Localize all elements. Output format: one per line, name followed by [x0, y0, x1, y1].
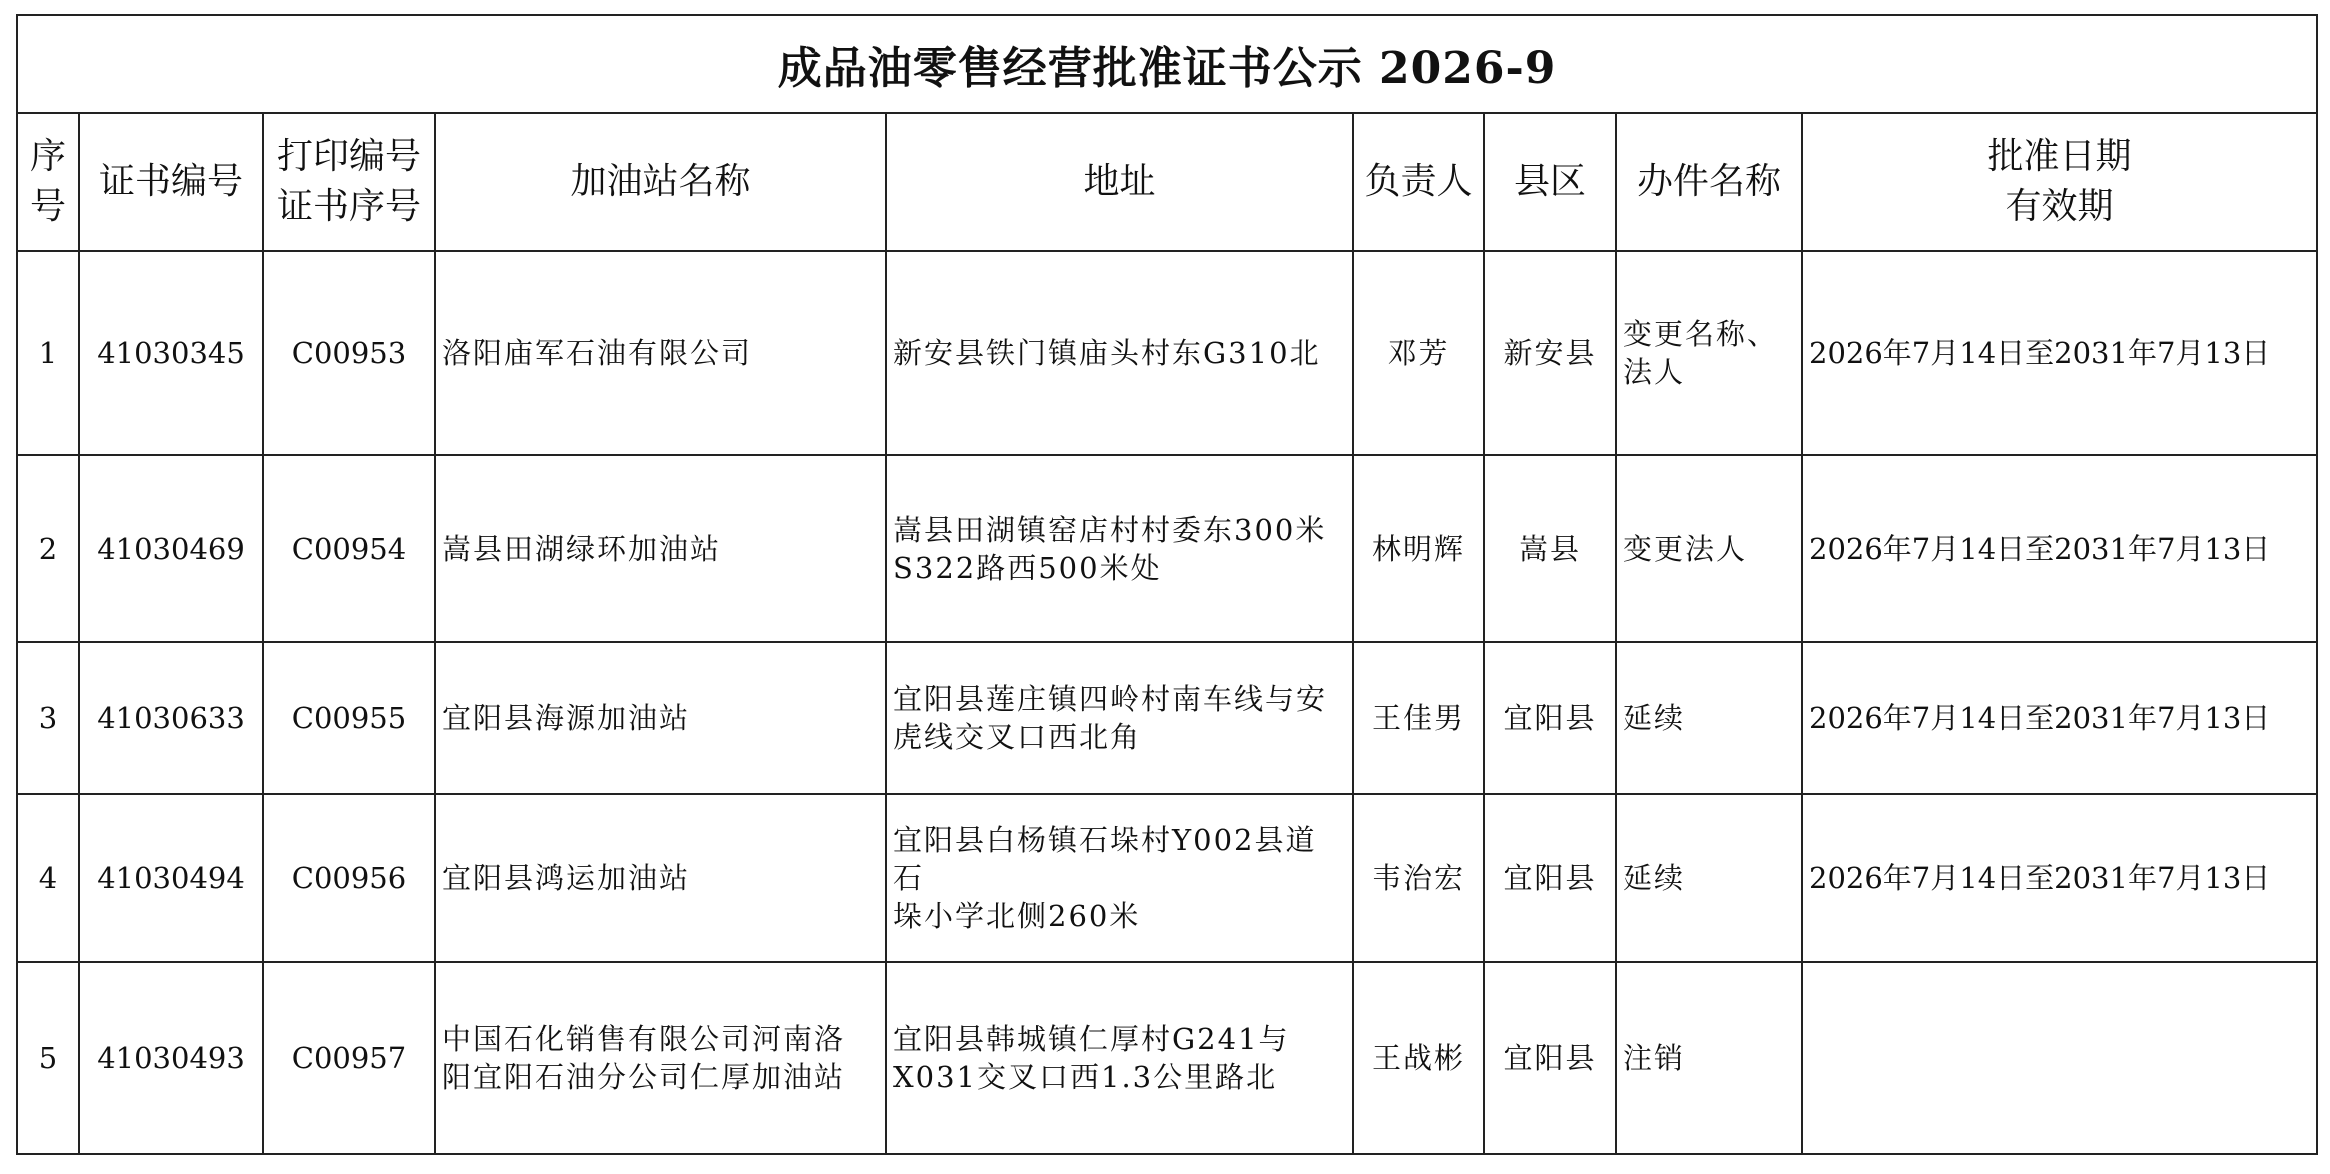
cell-item: 延续 [1616, 794, 1802, 962]
cell-seq: 1 [17, 251, 79, 455]
cell-station: 嵩县田湖绿环加油站 [435, 455, 886, 642]
cell-print-no: C00957 [263, 962, 435, 1154]
cell-county: 宜阳县 [1484, 642, 1616, 794]
cell-date [1802, 962, 2317, 1154]
cell-station: 中国石化销售有限公司河南洛 阳宜阳石油分公司仁厚加油站 [435, 962, 886, 1154]
table-row [17, 455, 2317, 642]
cell-station: 洛阳庙军石油有限公司 [435, 251, 886, 455]
cell-address: 新安县铁门镇庙头村东G310北 [886, 251, 1353, 455]
cell-date: 2026年7月14日至2031年7月13日 [1802, 455, 2317, 642]
cell-county: 新安县 [1484, 251, 1616, 455]
header-item: 办件名称 [1616, 113, 1802, 251]
cell-station: 宜阳县鸿运加油站 [435, 794, 886, 962]
cell-cert-no: 41030345 [79, 251, 263, 455]
header-person: 负责人 [1353, 113, 1484, 251]
cell-date: 2026年7月14日至2031年7月13日 [1802, 251, 2317, 455]
cell-date: 2026年7月14日至2031年7月13日 [1802, 794, 2317, 962]
cell-seq: 2 [17, 455, 79, 642]
cell-person: 王佳男 [1353, 642, 1484, 794]
cell-address: 嵩县田湖镇窑店村村委东300米 S322路西500米处 [886, 455, 1353, 642]
cell-county: 嵩县 [1484, 455, 1616, 642]
cell-address: 宜阳县韩城镇仁厚村G241与 X031交叉口西1.3公里路北 [886, 962, 1353, 1154]
table-row [17, 251, 2317, 455]
cell-county: 宜阳县 [1484, 962, 1616, 1154]
page-title: 成品油零售经营批准证书公示 2026-9 [17, 15, 2317, 113]
cell-print-no: C00953 [263, 251, 435, 455]
cell-cert-no: 41030494 [79, 794, 263, 962]
header-seq: 序 号 [17, 113, 79, 251]
cell-county: 宜阳县 [1484, 794, 1616, 962]
cell-cert-no: 41030633 [79, 642, 263, 794]
cell-item: 变更名称、 法人 [1616, 251, 1802, 455]
cell-item: 变更法人 [1616, 455, 1802, 642]
cell-person: 韦治宏 [1353, 794, 1484, 962]
cell-date: 2026年7月14日至2031年7月13日 [1802, 642, 2317, 794]
cell-cert-no: 41030493 [79, 962, 263, 1154]
cell-print-no: C00955 [263, 642, 435, 794]
header-cert-no: 证书编号 [79, 113, 263, 251]
cell-seq: 3 [17, 642, 79, 794]
table-row [17, 962, 2317, 1154]
cell-seq: 5 [17, 962, 79, 1154]
table-row [17, 794, 2317, 962]
cell-person: 王战彬 [1353, 962, 1484, 1154]
cell-seq: 4 [17, 794, 79, 962]
cell-station: 宜阳县海源加油站 [435, 642, 886, 794]
document [16, 14, 2316, 1155]
certificate-table [16, 14, 2318, 1155]
cell-cert-no: 41030469 [79, 455, 263, 642]
table-header-row [17, 113, 2317, 251]
header-address: 地址 [886, 113, 1353, 251]
cell-item: 注销 [1616, 962, 1802, 1154]
cell-address: 宜阳县白杨镇石垛村Y002县道石 垛小学北侧260米 [886, 794, 1353, 962]
cell-print-no: C00956 [263, 794, 435, 962]
cell-address: 宜阳县莲庄镇四岭村南车线与安 虎线交叉口西北角 [886, 642, 1353, 794]
cell-item: 延续 [1616, 642, 1802, 794]
header-date: 批准日期 有效期 [1802, 113, 2317, 251]
header-station: 加油站名称 [435, 113, 886, 251]
table-row [17, 642, 2317, 794]
header-county: 县区 [1484, 113, 1616, 251]
cell-print-no: C00954 [263, 455, 435, 642]
header-print-no: 打印编号 证书序号 [263, 113, 435, 251]
cell-person: 邓芳 [1353, 251, 1484, 455]
cell-person: 林明辉 [1353, 455, 1484, 642]
